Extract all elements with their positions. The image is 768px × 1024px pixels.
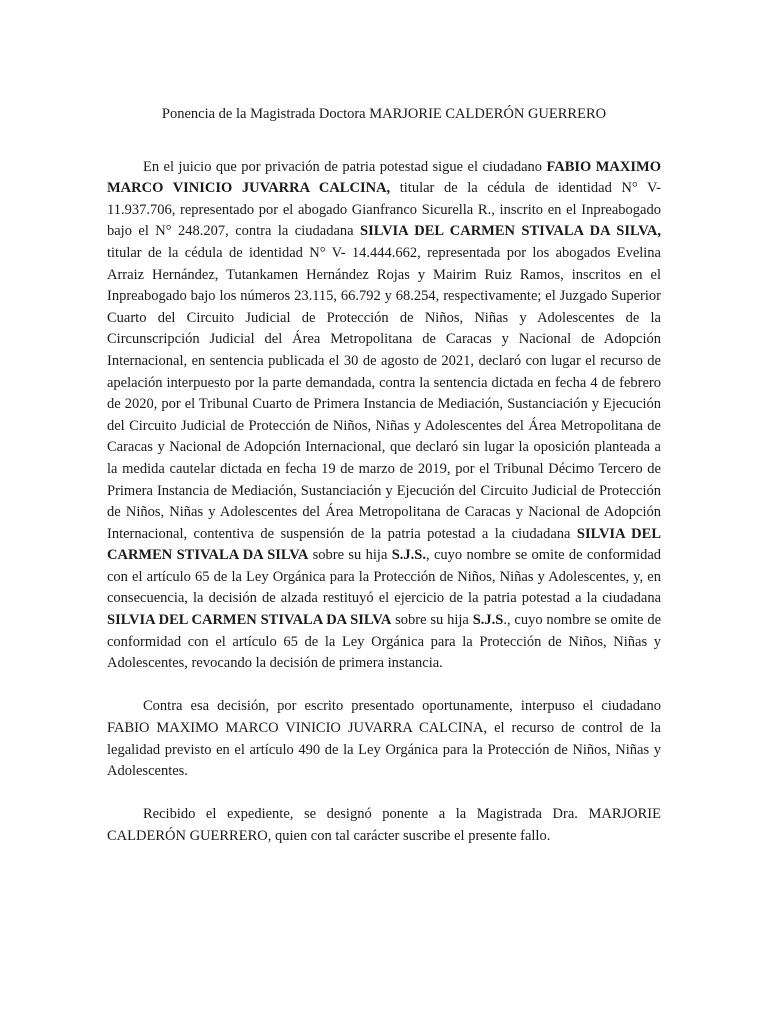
document-title: Ponencia de la Magistrada Doctora MARJORIE CALDERÓN GUERRERO: [161, 106, 607, 122]
bold-text-segment: S.J.S.: [391, 547, 426, 564]
text-segment: titular de la cédula de identidad N° V- 14.444.662, representada por los abogados Evelina Arraiz Hernández, Tutankamen Hernández Rojas y Mairim Ruiz Ramos, inscritos en el Inpreabogado bajo los números 23.115, 66.792 y 68.254, respectivamente; el Juzgado Superior Cuarto del Circuito Judicial de Protección de Niños, Niñas y Adolescentes de la Circunscripción Judicial del Área Metropolitana de Caracas y Nacional de Adopción Internacional, en sentencia publicada el 30 de agosto de 2021, declaró con lugar el recurso de apelación interpuesto por la parte demandada, contra la sentencia dictada en fecha 4 de febrero de 2020, por el Tribunal Cuarto de Primera Instancia de Mediación, Sustanciación y Ejecución del Circuito Judicial de Protección de Niños, Niñas y Adolescentes del Área Metropolitana de Caracas y Nacional de Adopción Internacional, que declaró sin lugar la oposición planteada a la medida cautelar dictada en fecha 19 de marzo de 2019, por el Tribunal Décimo Tercero de Primera Instancia de Mediación, Sustanciación y Ejecución del Circuito Judicial de Protección de Niños, Niñas y Adolescentes del Área Metropolitana de Caracas y Nacional de Adopción Internacional, contentiva de suspensión de la patria potestad a la ciudadana: [107, 244, 661, 542]
paragraph-assignment: Recibido el expediente, se designó ponente a la Magistrada Dra. MARJORIE CALDERÓN GUERRERO, quien con tal carácter suscribe el presente fallo.: [107, 806, 661, 844]
document-page: [107, 104, 661, 869]
text-segment: , cuyo nombre se omite de conformidad con el artículo 65 de la Ley Orgánica para la Protección de Niños, Niñas y Adolescentes, y, en consecuencia, la decisión de alzada restituyó el ejercicio de la patria potestad a la ciudadana: [107, 547, 662, 607]
text-segment: ., cuyo nombre se omite de conformidad con el artículo 65 de la Ley Orgánica para la Protección de Niños, Niñas y Adolescentes, revocando la decisión de primera instancia.: [107, 612, 662, 672]
bold-text-segment: SILVIA DEL CARMEN STIVALA DA SILVA: [107, 525, 662, 564]
bold-text-segment: SILVIA DEL CARMEN STIVALA DA SILVA,: [360, 223, 661, 240]
text-segment: sobre su hija: [308, 547, 392, 564]
bold-text-segment: S.J.S: [472, 612, 504, 629]
text-segment: sobre su hija: [391, 612, 473, 629]
bold-text-segment: SILVIA DEL CARMEN STIVALA DA SILVA: [107, 612, 392, 629]
bold-text-segment: FABIO MAXIMO MARCO VINICIO JUVARRA CALCINA,: [107, 158, 661, 197]
paragraph-background: [107, 157, 661, 675]
text-segment: titular de la cédula de identidad N° V- 11.937.706, representado por el abogado Gianfranco Sicurella R., inscrito en el Inpreabogado bajo el N° 248.207, contra la ciudadana: [107, 180, 661, 240]
paragraph-appeal: Contra esa decisión, por escrito presentado oportunamente, interpuso el ciudadano FABIO MAXIMO MARCO VINICIO JUVARRA CALCINA, el recurso de control de la legalidad previsto en el artículo 490 de la Ley Orgánica para la Protección de Niños, Niñas y Adolescentes.: [107, 698, 661, 780]
text-segment: En el juicio que por privación de patria potestad sigue el ciudadano: [143, 158, 547, 175]
